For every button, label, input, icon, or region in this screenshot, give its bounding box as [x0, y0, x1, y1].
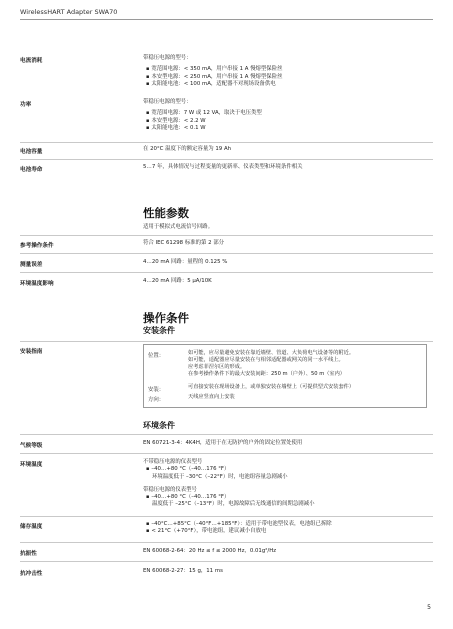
- install-line: 应考虑菲涅尔区的形成。: [188, 364, 246, 371]
- value-power-consumption: [143, 55, 282, 88]
- page-number: 5: [427, 604, 431, 611]
- install-value: [188, 350, 354, 378]
- label-measurement-error: 测量误差: [20, 262, 43, 268]
- row-divider: [20, 516, 433, 517]
- install-line: 如可能，适配器应尽量安装在与相邻适配器或网关的同一水平线上。: [188, 357, 344, 364]
- label-climate-class: 气候等级: [20, 443, 43, 449]
- label-reference-conditions: 参考操作条件: [20, 243, 54, 249]
- list-item: ▪ –40°C…+85°C（–40°F…+185°F）：适用于带电池型仪表，电池组已拆除: [143, 521, 332, 528]
- label-shock: 抗冲击性: [20, 571, 43, 577]
- row-divider: [20, 159, 433, 160]
- value-power: [143, 99, 262, 132]
- row-divider: [20, 235, 433, 236]
- section-title-operating: 操作条件: [143, 311, 189, 325]
- install-line: 可直接安装在现场设备上，或单独安装在墙壁上（可提供型式安装套件）: [188, 384, 355, 390]
- label-storage-temperature: 储存温度: [20, 524, 43, 530]
- label-battery-life: 电池寿命: [20, 167, 43, 173]
- list-item: ▪ < 21°C（+70°F），带电池组，建议减小自放电: [143, 528, 332, 535]
- install-key: 方向：: [148, 397, 165, 403]
- list-item: ▪ 宽范围电源：< 350 mA，用户串接 1 A 慢熔型保险丝: [143, 66, 282, 73]
- list-item: ▪ 太阳能电池：< 100 mA，适配器不对现场设备供电: [143, 81, 282, 88]
- install-line: 如可能，应尽量避免安装在靠近墙壁、管道、大负荷电气设备等的附近。: [188, 350, 355, 356]
- value-ambient-temperature: [143, 459, 314, 509]
- value-shock: EN 60068-2-27：15 g，11 ms: [143, 568, 223, 574]
- label-ambient-temp-effect: 环境温度影响: [20, 281, 54, 287]
- label-installation-guide: 安装指南: [20, 349, 43, 355]
- intro: 带稳压电源的型号：: [143, 55, 192, 61]
- label-power: 功率: [20, 102, 32, 108]
- row-divider: [20, 453, 433, 454]
- install-key: 位置：: [148, 353, 165, 359]
- list-item: ▪ 本安型电源：< 250 mA，用户串接 1 A 慢熔型保险丝: [143, 74, 282, 81]
- header-rule: [20, 19, 433, 20]
- note: 温度低于 –25°C（–13°F）时，电源故障后无线通信的间期急剧减小: [152, 501, 315, 508]
- value-battery-capacity: 在 20°C 温度下的额定容量为 19 Ah: [143, 146, 232, 152]
- list-item: ▪ –40…+80 °C（–40…176 °F）: [143, 494, 314, 501]
- subsection-title-installation: 安装条件: [143, 326, 175, 335]
- row-divider: [20, 542, 433, 543]
- label-vibration: 抗振性: [20, 551, 37, 557]
- row-divider: [20, 272, 433, 273]
- row-divider: [20, 253, 433, 254]
- install-value: [188, 384, 354, 391]
- value-ambient-temp-effect: 4…20 mA 回路：5 µA/10K: [143, 278, 212, 284]
- value-battery-life: 5…7 年，具体情况与过程变量的更新率、仪表类型和环境条件相关: [143, 164, 303, 170]
- label-power-consumption: 电流消耗: [20, 58, 43, 64]
- value-climate-class: EN 60721-3-4：4K4H，适用于在无防护的户外的固定位置处使用: [143, 440, 303, 446]
- installation-box: [143, 344, 427, 408]
- value-vibration: EN 60068-2-64：20 Hz ≤ f ≤ 2000 Hz，0.01g²/Hz: [143, 548, 277, 554]
- intro: 带稳压电源的型号：: [143, 99, 192, 105]
- row-divider: [20, 142, 433, 143]
- value-reference-conditions: 符合 IEC 61298 标准的第 2 部分: [143, 240, 225, 246]
- row-divider: [20, 561, 433, 562]
- running-header: WirelessHART Adapter SWA70: [20, 8, 118, 16]
- install-line: 天线应竖直向上安装: [188, 394, 235, 400]
- value-measurement-error: 4…20 mA 回路：量程的 0.125 %: [143, 259, 228, 265]
- section-title-performance: 性能参数: [143, 206, 189, 220]
- note: 环境温度低于 –30°C（–22°F）时，电池组容量急剧减小: [152, 473, 288, 480]
- list-item: ▪ 本安型电源：< 2.2 W: [143, 118, 262, 125]
- row-divider: [20, 341, 433, 342]
- label-ambient-temperature: 环境温度: [20, 462, 43, 468]
- list-item: ▪ 太阳能电池：< 0.1 W: [143, 125, 262, 132]
- group-title: 不带稳压电源的仪表型号: [143, 459, 203, 465]
- list-item: ▪ 宽范围电源：7 W 或 12 VA，取决于电压类型: [143, 110, 262, 117]
- install-value: [188, 394, 235, 401]
- install-key: 安装：: [148, 387, 165, 393]
- group-title: 带稳压电源的仪表型号: [143, 486, 197, 493]
- label-battery-capacity: 电池容量: [20, 149, 43, 155]
- section-subtitle: 适用于模拟式电流信号回路。: [143, 224, 214, 230]
- row-divider: [20, 434, 433, 435]
- value-storage-temperature: [143, 521, 332, 536]
- install-line: 在参考操作条件下的最大安装间距：250 m（户外）、50 m（室内）: [188, 371, 345, 378]
- subsection-title-environment: 环境条件: [143, 421, 175, 430]
- list-item: ▪ –40…+80 °C（–40…176 °F）: [143, 466, 314, 473]
